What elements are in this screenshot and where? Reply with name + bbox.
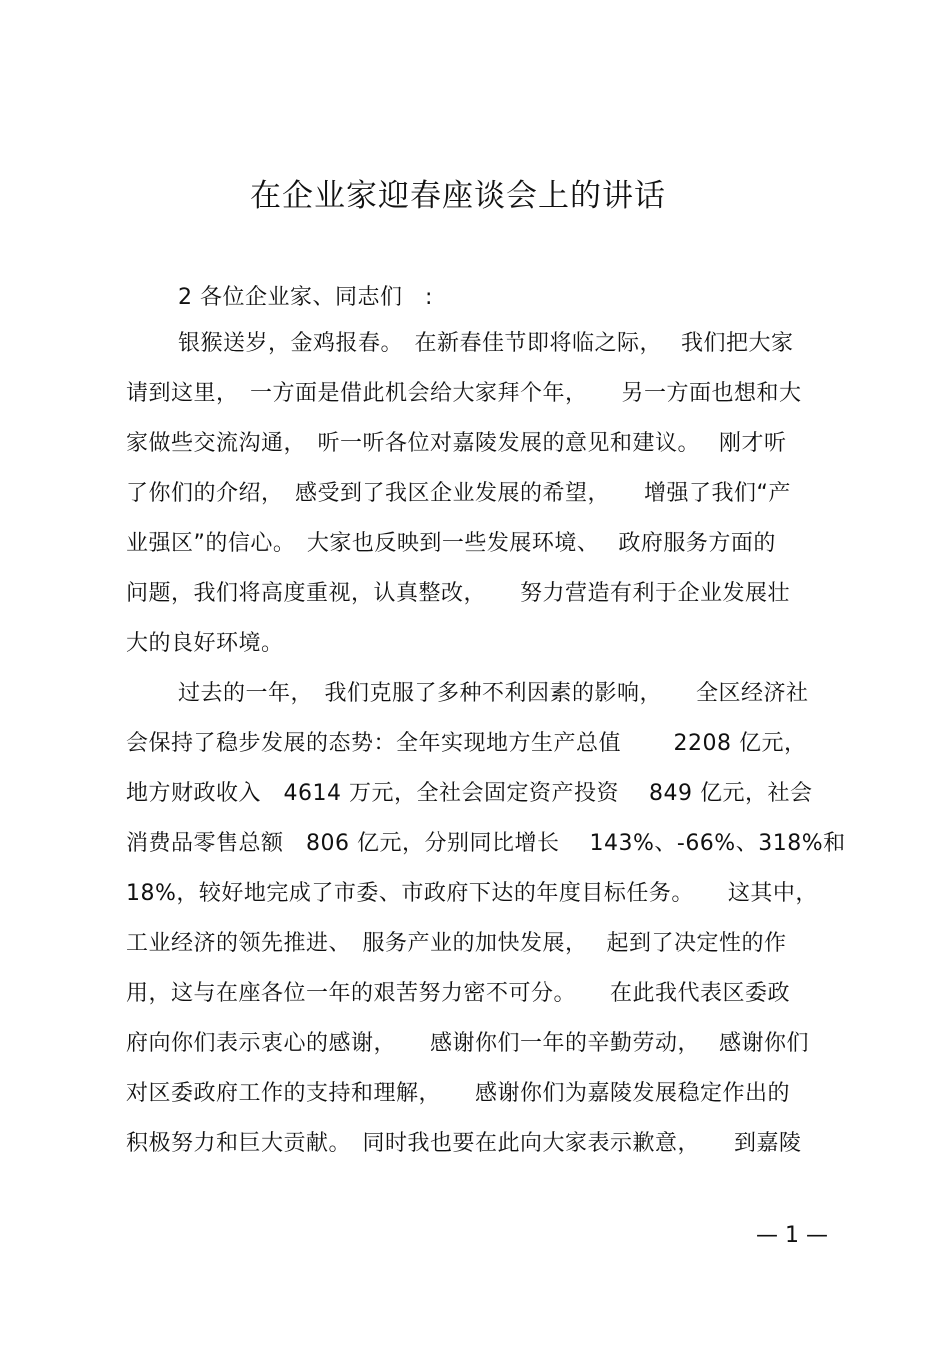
- body-line: 用，这与在座各位一年的艰苦努力密不可分。 在此我代表区委政: [126, 981, 791, 1006]
- body-line: 大的良好环境。: [126, 631, 284, 656]
- body-line: 对区委政府工作的支持和理解， 感谢你们为嘉陵发展稳定作出的: [126, 1081, 791, 1106]
- body-line: 府向你们表示衷心的感谢， 感谢你们一年的辛勤劳动， 感谢你们: [126, 1031, 809, 1056]
- body-line: 18%，较好地完成了市委、市政府下达的年度目标任务。 这其中，: [126, 881, 818, 906]
- body-line: 会保持了稳步发展的态势：全年实现地方生产总值 2208 亿元，: [126, 731, 807, 756]
- body-line: 工业经济的领先推进、 服务产业的加快发展， 起到了决定性的作: [126, 931, 787, 956]
- body-line: 积极努力和巨大贡献。 同时我也要在此向大家表示歉意， 到嘉陵: [126, 1131, 802, 1156]
- body-line: 过去的一年， 我们克服了多种不利因素的影响， 全区经济社: [178, 681, 809, 706]
- document-title: 在企业家迎春座谈会上的讲话: [250, 178, 666, 214]
- body-line: 请到这里， 一方面是借此机会给大家拜个年， 另一方面也想和大: [126, 381, 802, 406]
- body-line: 地方财政收入 4614 万元，全社会固定资产投资 849 亿元，社会: [126, 781, 813, 806]
- salutation-line: 2 各位企业家、同志们 :: [178, 285, 433, 310]
- body-line: 消费品零售总额 806 亿元，分别同比增长 143%、-66%、318%和: [126, 831, 846, 856]
- body-line: 业强区”的信心。 大家也反映到一些发展环境、 政府服务方面的: [126, 531, 776, 556]
- body-line: 了你们的介绍， 感受到了我区企业发展的希望， 增强了我们“产: [126, 481, 791, 506]
- body-line: 家做些交流沟通， 听一听各位对嘉陵发展的意见和建议。 刚才听: [126, 431, 787, 456]
- body-line: 银猴送岁，金鸡报春。 在新春佳节即将临之际， 我们把大家: [178, 331, 794, 356]
- body-line: 问题，我们将高度重视，认真整改， 努力营造有利于企业发展壮: [126, 581, 791, 606]
- page-number: — 1 —: [756, 1223, 828, 1248]
